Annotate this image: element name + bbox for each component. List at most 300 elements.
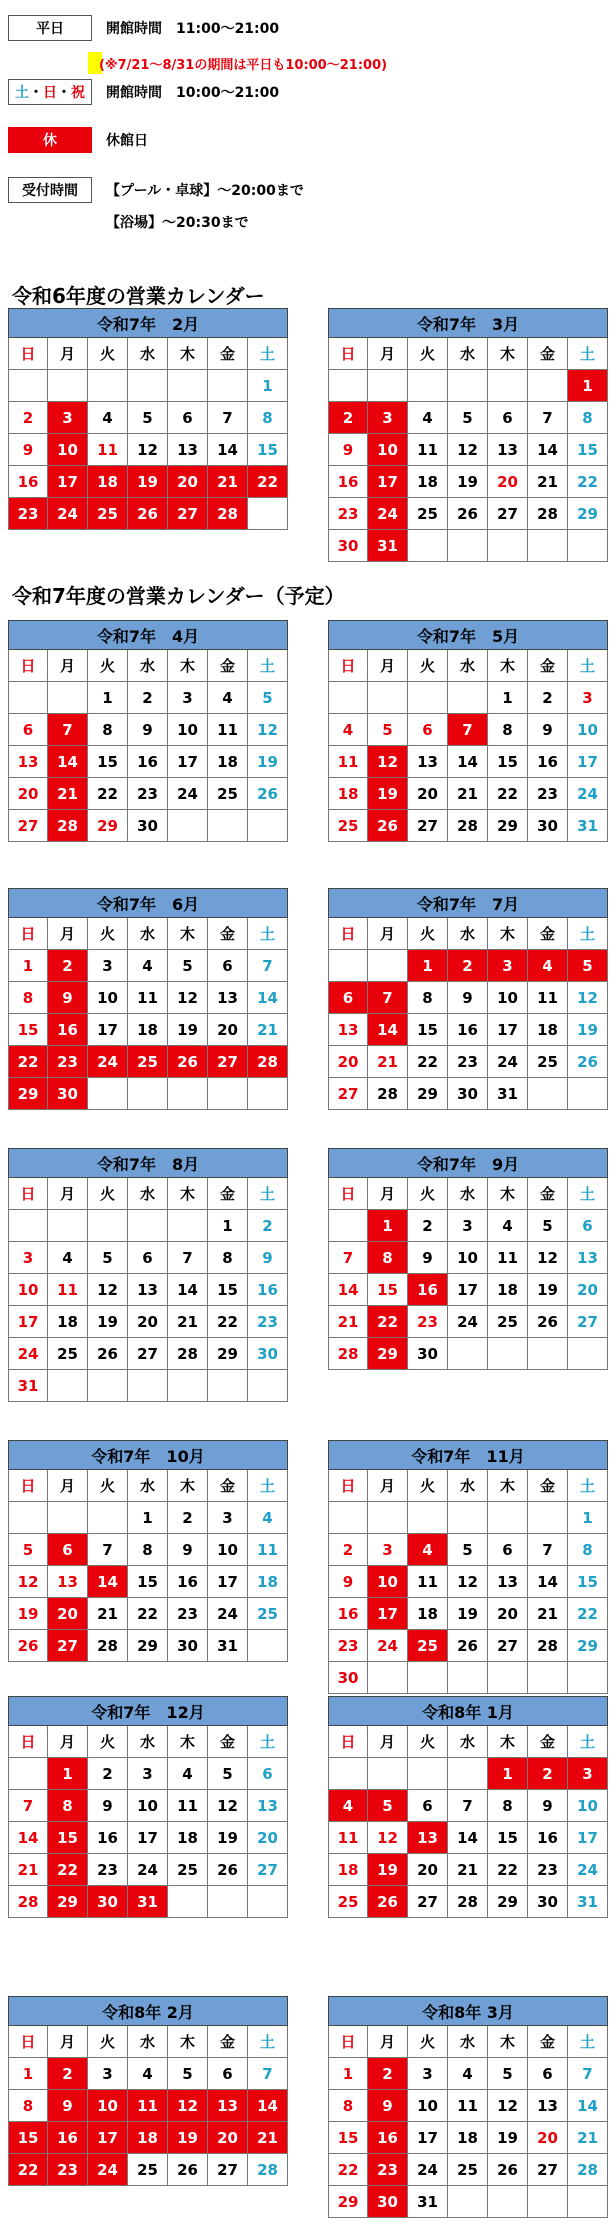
- weekday-header: 火: [88, 1178, 128, 1210]
- day-cell: 11: [448, 2090, 488, 2122]
- empty-cell: [448, 1758, 488, 1790]
- day-cell: 23: [328, 1630, 368, 1662]
- weekday-header: 火: [88, 2026, 128, 2058]
- day-cell: 9: [328, 434, 368, 466]
- day-cell: 3: [88, 950, 128, 982]
- day-cell: 3: [168, 682, 208, 714]
- month-title: 令和7年 8月: [8, 1148, 288, 1178]
- empty-cell: [8, 1502, 48, 1534]
- weekday-header: 月: [48, 1726, 88, 1758]
- day-cell: 24: [568, 1854, 608, 1886]
- day-cell: 10: [448, 1242, 488, 1274]
- empty-cell: [208, 1886, 248, 1918]
- weekday-header: 木: [488, 1726, 528, 1758]
- day-cell: 25: [248, 1598, 288, 1630]
- day-cell: 25: [528, 1046, 568, 1078]
- day-cell: 17: [368, 466, 408, 498]
- day-cell: 9: [368, 2090, 408, 2122]
- day-cell: 4: [88, 402, 128, 434]
- day-cell: 30: [528, 810, 568, 842]
- empty-cell: [488, 2186, 528, 2218]
- day-cell: 12: [368, 746, 408, 778]
- weekday-header: 土: [568, 2026, 608, 2058]
- weekday-header: 金: [208, 2026, 248, 2058]
- empty-cell: [328, 1758, 368, 1790]
- day-cell: 4: [128, 950, 168, 982]
- weekday-header: 金: [528, 1726, 568, 1758]
- day-cell: 15: [48, 1822, 88, 1854]
- day-cell: 25: [328, 810, 368, 842]
- day-cell: 21: [168, 1306, 208, 1338]
- weekend-hours: 開館時間 10:00～21:00: [106, 85, 280, 101]
- day-cell: 10: [88, 982, 128, 1014]
- day-cell: 16: [408, 1274, 448, 1306]
- day-cell: 21: [248, 2122, 288, 2154]
- weekday-header: 木: [488, 918, 528, 950]
- day-cell: 20: [248, 1822, 288, 1854]
- weekday-header: 火: [88, 1726, 128, 1758]
- day-cell: 13: [248, 1790, 288, 1822]
- day-cell: 19: [368, 1854, 408, 1886]
- empty-cell: [88, 370, 128, 402]
- weekday-header: 木: [488, 1470, 528, 1502]
- day-cell: 7: [448, 714, 488, 746]
- empty-cell: [248, 1630, 288, 1662]
- day-cell: 21: [568, 2122, 608, 2154]
- weekday-header: 水: [448, 1726, 488, 1758]
- day-cell: 14: [528, 1566, 568, 1598]
- empty-cell: [128, 1078, 168, 1110]
- weekday-header: 月: [48, 918, 88, 950]
- day-cell: 19: [168, 1014, 208, 1046]
- empty-cell: [488, 1338, 528, 1370]
- weekday-header: 土: [248, 918, 288, 950]
- legend-holiday: [8, 126, 148, 154]
- day-cell: 27: [528, 2154, 568, 2186]
- day-cell: 8: [408, 982, 448, 1014]
- summer-note: [88, 52, 387, 74]
- day-cell: 18: [128, 1014, 168, 1046]
- day-cell: 24: [488, 1046, 528, 1078]
- weekday-header: 日: [328, 338, 368, 370]
- weekday-header: 月: [48, 338, 88, 370]
- day-cell: 28: [8, 1886, 48, 1918]
- day-cell: 20: [528, 2122, 568, 2154]
- weekday-header: 金: [208, 338, 248, 370]
- day-cell: 1: [408, 950, 448, 982]
- day-cell: 10: [8, 1274, 48, 1306]
- day-cell: 10: [488, 982, 528, 1014]
- empty-cell: [488, 370, 528, 402]
- day-cell: 16: [168, 1566, 208, 1598]
- month-title: 令和8年 2月: [8, 1996, 288, 2026]
- day-cell: 26: [568, 1046, 608, 1078]
- empty-cell: [48, 1370, 88, 1402]
- day-cell: 9: [88, 1790, 128, 1822]
- day-cell: 15: [408, 1014, 448, 1046]
- day-cell: 1: [368, 1210, 408, 1242]
- day-cell: 10: [568, 1790, 608, 1822]
- day-cell: 28: [448, 1886, 488, 1918]
- day-cell: 24: [48, 498, 88, 530]
- day-cell: 8: [328, 2090, 368, 2122]
- day-cell: 31: [568, 810, 608, 842]
- month-title: 令和7年 11月: [328, 1440, 608, 1470]
- weekday-header: 木: [168, 1726, 208, 1758]
- day-cell: 4: [248, 1502, 288, 1534]
- day-cell: 3: [88, 2058, 128, 2090]
- day-cell: 27: [208, 1046, 248, 1078]
- weekday-header: 土: [568, 918, 608, 950]
- day-cell: 18: [488, 1274, 528, 1306]
- month-calendar: [8, 1996, 288, 2186]
- month-calendar: [8, 888, 288, 1110]
- day-cell: 30: [448, 1078, 488, 1110]
- weekday-badge: 平日: [8, 15, 92, 41]
- day-cell: 8: [208, 1242, 248, 1274]
- month-title: 令和8年 3月: [328, 1996, 608, 2026]
- weekday-header: 水: [128, 2026, 168, 2058]
- empty-cell: [568, 1338, 608, 1370]
- weekday-header: 水: [448, 650, 488, 682]
- day-cell: 15: [488, 746, 528, 778]
- day-cell: 5: [488, 2058, 528, 2090]
- day-cell: 22: [8, 1046, 48, 1078]
- day-cell: 17: [88, 2122, 128, 2154]
- day-cell: 10: [368, 434, 408, 466]
- day-cell: 22: [248, 466, 288, 498]
- day-cell: 14: [168, 1274, 208, 1306]
- day-cell: 2: [168, 1502, 208, 1534]
- day-cell: 19: [168, 2122, 208, 2154]
- empty-cell: [328, 1502, 368, 1534]
- empty-cell: [168, 370, 208, 402]
- weekday-header: 水: [448, 1470, 488, 1502]
- empty-cell: [208, 1078, 248, 1110]
- empty-cell: [208, 1370, 248, 1402]
- day-cell: 17: [168, 746, 208, 778]
- day-cell: 20: [208, 2122, 248, 2154]
- day-cell: 19: [208, 1822, 248, 1854]
- weekday-header: 水: [448, 338, 488, 370]
- holiday-badge: 休: [8, 127, 92, 153]
- day-cell: 23: [368, 2154, 408, 2186]
- empty-cell: [528, 1662, 568, 1694]
- reception-line1: 【プール・卓球】～20:00まで: [106, 183, 304, 199]
- weekday-header: 月: [368, 1726, 408, 1758]
- empty-cell: [168, 1210, 208, 1242]
- month-calendar: [8, 620, 288, 842]
- day-cell: 23: [448, 1046, 488, 1078]
- day-cell: 6: [208, 2058, 248, 2090]
- day-cell: 23: [528, 778, 568, 810]
- day-cell: 24: [368, 1630, 408, 1662]
- day-cell: 15: [568, 434, 608, 466]
- day-cell: 3: [448, 1210, 488, 1242]
- weekday-header: 土: [568, 1726, 608, 1758]
- day-cell: 26: [448, 1630, 488, 1662]
- day-cell: 26: [368, 810, 408, 842]
- day-cell: 5: [448, 1534, 488, 1566]
- empty-cell: [168, 1886, 208, 1918]
- day-cell: 14: [528, 434, 568, 466]
- day-cell: 4: [128, 2058, 168, 2090]
- weekday-header: 水: [128, 1470, 168, 1502]
- day-cell: 1: [488, 1758, 528, 1790]
- day-cell: 30: [128, 810, 168, 842]
- month-calendar: [328, 308, 608, 562]
- day-cell: 10: [88, 2090, 128, 2122]
- day-cell: 19: [448, 1598, 488, 1630]
- weekday-header: 日: [328, 650, 368, 682]
- day-cell: 11: [168, 1790, 208, 1822]
- weekday-header: 火: [408, 1178, 448, 1210]
- month-grid: [328, 1470, 608, 1694]
- day-cell: 18: [208, 746, 248, 778]
- weekday-header: 火: [408, 1470, 448, 1502]
- empty-cell: [528, 1078, 568, 1110]
- empty-cell: [248, 810, 288, 842]
- weekday-header: 金: [528, 918, 568, 950]
- day-cell: 18: [48, 1306, 88, 1338]
- day-cell: 21: [448, 778, 488, 810]
- weekday-header: 土: [248, 2026, 288, 2058]
- day-cell: 2: [528, 682, 568, 714]
- day-cell: 7: [8, 1790, 48, 1822]
- day-cell: 22: [408, 1046, 448, 1078]
- weekday-header: 水: [128, 650, 168, 682]
- weekday-header: 金: [528, 1178, 568, 1210]
- empty-cell: [448, 530, 488, 562]
- day-cell: 12: [568, 982, 608, 1014]
- day-cell: 8: [368, 1242, 408, 1274]
- day-cell: 14: [208, 434, 248, 466]
- day-cell: 26: [8, 1630, 48, 1662]
- day-cell: 31: [128, 1886, 168, 1918]
- weekday-header: 日: [328, 1726, 368, 1758]
- month-calendar: [328, 1148, 608, 1370]
- day-cell: 25: [408, 1630, 448, 1662]
- day-cell: 3: [568, 682, 608, 714]
- weekday-hours: 開館時間 11:00～21:00: [106, 21, 280, 37]
- weekday-header: 火: [408, 650, 448, 682]
- month-grid: [328, 2026, 608, 2218]
- day-cell: 6: [408, 1790, 448, 1822]
- day-cell: 3: [568, 1758, 608, 1790]
- weekday-header: 金: [208, 1470, 248, 1502]
- empty-cell: [248, 1078, 288, 1110]
- day-cell: 17: [568, 1822, 608, 1854]
- reception-badge: 受付時間: [8, 177, 92, 203]
- day-cell: 11: [328, 746, 368, 778]
- day-cell: 14: [448, 746, 488, 778]
- day-cell: 31: [488, 1078, 528, 1110]
- day-cell: 9: [528, 714, 568, 746]
- month-grid: [8, 650, 288, 842]
- empty-cell: [8, 1758, 48, 1790]
- month-grid: [328, 650, 608, 842]
- day-cell: 12: [8, 1566, 48, 1598]
- holiday-text: 休館日: [106, 133, 148, 149]
- empty-cell: [8, 1210, 48, 1242]
- day-cell: 6: [408, 714, 448, 746]
- day-cell: 23: [128, 778, 168, 810]
- month-grid: [8, 2026, 288, 2186]
- day-cell: 21: [328, 1306, 368, 1338]
- weekday-header: 金: [208, 918, 248, 950]
- month-calendar: [328, 1696, 608, 1918]
- day-cell: 27: [408, 1886, 448, 1918]
- day-cell: 21: [368, 1046, 408, 1078]
- weekday-header: 日: [328, 1178, 368, 1210]
- empty-cell: [248, 1370, 288, 1402]
- day-cell: 13: [408, 746, 448, 778]
- day-cell: 4: [408, 402, 448, 434]
- day-cell: 26: [168, 1046, 208, 1078]
- weekday-header: 金: [208, 650, 248, 682]
- day-cell: 13: [48, 1566, 88, 1598]
- month-grid: [8, 338, 288, 530]
- day-cell: 30: [88, 1886, 128, 1918]
- weekday-header: 月: [48, 2026, 88, 2058]
- day-cell: 17: [448, 1274, 488, 1306]
- day-cell: 4: [208, 682, 248, 714]
- day-cell: 24: [88, 1046, 128, 1078]
- month-title: 令和7年 9月: [328, 1148, 608, 1178]
- badge-hol: 祝: [71, 85, 85, 101]
- month-title: 令和7年 12月: [8, 1696, 288, 1726]
- day-cell: 16: [88, 1822, 128, 1854]
- day-cell: 27: [328, 1078, 368, 1110]
- empty-cell: [168, 810, 208, 842]
- day-cell: 17: [48, 466, 88, 498]
- weekday-header: 月: [368, 2026, 408, 2058]
- day-cell: 8: [48, 1790, 88, 1822]
- empty-cell: [488, 1502, 528, 1534]
- weekday-header: 火: [408, 2026, 448, 2058]
- day-cell: 7: [448, 1790, 488, 1822]
- day-cell: 29: [8, 1078, 48, 1110]
- day-cell: 17: [8, 1306, 48, 1338]
- day-cell: 13: [208, 982, 248, 1014]
- month-title: 令和7年 6月: [8, 888, 288, 918]
- empty-cell: [88, 1370, 128, 1402]
- day-cell: 12: [128, 434, 168, 466]
- day-cell: 10: [48, 434, 88, 466]
- day-cell: 12: [208, 1790, 248, 1822]
- day-cell: 4: [168, 1758, 208, 1790]
- weekday-header: 水: [448, 918, 488, 950]
- day-cell: 6: [488, 1534, 528, 1566]
- empty-cell: [568, 1662, 608, 1694]
- empty-cell: [408, 1758, 448, 1790]
- day-cell: 14: [448, 1822, 488, 1854]
- day-cell: 29: [88, 810, 128, 842]
- day-cell: 21: [528, 466, 568, 498]
- day-cell: 29: [568, 1630, 608, 1662]
- month-calendar: [328, 620, 608, 842]
- day-cell: 19: [8, 1598, 48, 1630]
- legend-weekend: [8, 78, 279, 106]
- day-cell: 5: [248, 682, 288, 714]
- day-cell: 10: [368, 1566, 408, 1598]
- day-cell: 30: [48, 1078, 88, 1110]
- day-cell: 19: [448, 466, 488, 498]
- day-cell: 1: [208, 1210, 248, 1242]
- day-cell: 22: [488, 1854, 528, 1886]
- month-title: 令和7年 5月: [328, 620, 608, 650]
- day-cell: 6: [488, 402, 528, 434]
- day-cell: 17: [568, 746, 608, 778]
- weekday-header: 日: [328, 1470, 368, 1502]
- day-cell: 9: [8, 434, 48, 466]
- day-cell: 19: [248, 746, 288, 778]
- day-cell: 27: [168, 498, 208, 530]
- empty-cell: [168, 1078, 208, 1110]
- day-cell: 15: [248, 434, 288, 466]
- day-cell: 5: [168, 2058, 208, 2090]
- day-cell: 4: [48, 1242, 88, 1274]
- day-cell: 2: [528, 1758, 568, 1790]
- badge-sat: 土: [15, 85, 29, 101]
- weekday-header: 水: [128, 1726, 168, 1758]
- day-cell: 2: [448, 950, 488, 982]
- day-cell: 17: [368, 1598, 408, 1630]
- day-cell: 22: [208, 1306, 248, 1338]
- day-cell: 29: [208, 1338, 248, 1370]
- day-cell: 17: [208, 1566, 248, 1598]
- day-cell: 10: [208, 1534, 248, 1566]
- day-cell: 22: [488, 778, 528, 810]
- day-cell: 29: [368, 1338, 408, 1370]
- day-cell: 24: [8, 1338, 48, 1370]
- day-cell: 28: [248, 1046, 288, 1078]
- day-cell: 13: [8, 746, 48, 778]
- day-cell: 25: [88, 498, 128, 530]
- day-cell: 20: [488, 1598, 528, 1630]
- day-cell: 15: [8, 2122, 48, 2154]
- day-cell: 3: [48, 402, 88, 434]
- day-cell: 29: [488, 810, 528, 842]
- weekday-header: 木: [168, 2026, 208, 2058]
- day-cell: 14: [248, 2090, 288, 2122]
- day-cell: 13: [208, 2090, 248, 2122]
- day-cell: 11: [88, 434, 128, 466]
- weekday-header: 月: [368, 1178, 408, 1210]
- day-cell: 7: [168, 1242, 208, 1274]
- day-cell: 24: [448, 1306, 488, 1338]
- day-cell: 14: [328, 1274, 368, 1306]
- day-cell: 14: [48, 746, 88, 778]
- day-cell: 9: [408, 1242, 448, 1274]
- day-cell: 24: [88, 2154, 128, 2186]
- empty-cell: [488, 530, 528, 562]
- empty-cell: [448, 682, 488, 714]
- day-cell: 29: [568, 498, 608, 530]
- weekday-header: 木: [488, 650, 528, 682]
- empty-cell: [368, 950, 408, 982]
- day-cell: 1: [488, 682, 528, 714]
- weekday-header: 日: [328, 2026, 368, 2058]
- day-cell: 13: [488, 434, 528, 466]
- day-cell: 26: [528, 1306, 568, 1338]
- day-cell: 17: [408, 2122, 448, 2154]
- empty-cell: [248, 498, 288, 530]
- day-cell: 9: [448, 982, 488, 1014]
- day-cell: 25: [408, 498, 448, 530]
- day-cell: 13: [568, 1242, 608, 1274]
- day-cell: 11: [408, 1566, 448, 1598]
